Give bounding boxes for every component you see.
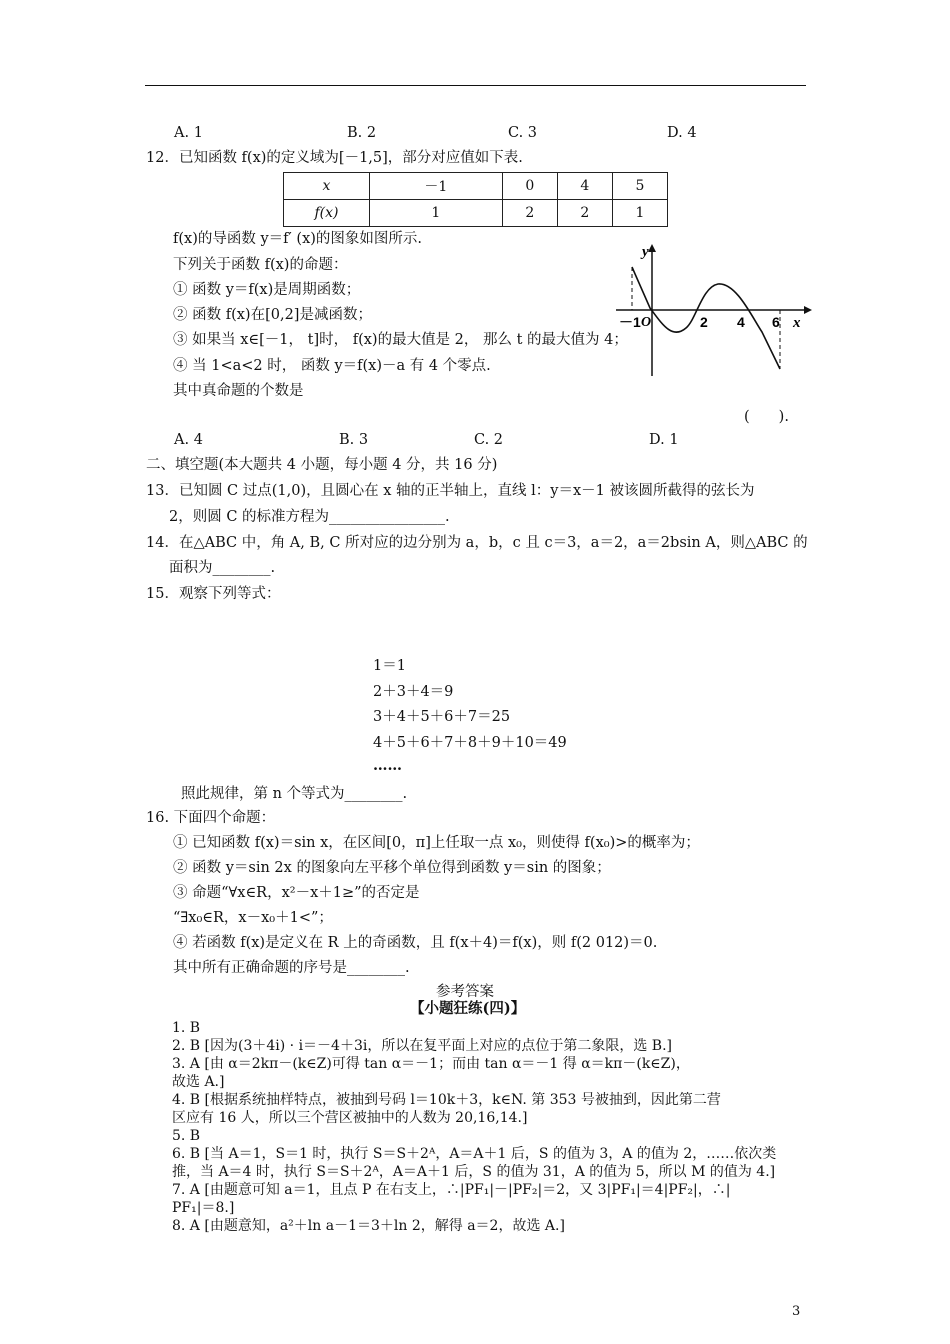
origin-label: O [641, 315, 652, 330]
answer-line: 4. B [根据系统抽样特点，被抽到号码 l＝10k＋3，k∈N. 第 353 号被抽到，因此第二营 [172, 1092, 721, 1108]
answer-line: 8. A [由题意知，a²＋ln a－1＝3＋ln 2，解得 a＝2，故选 A.] [172, 1218, 565, 1234]
table-cell: 1 [370, 200, 503, 227]
answer-line: 2. B [因为(3＋4i) · i＝－4＋3i，所以在复平面上对应的点位于第二象限，选 B.] [172, 1038, 672, 1054]
q15-equation-3: 3＋4＋5＋6＋7＝25 [373, 709, 511, 725]
q11-option-b: B. 2 [347, 125, 377, 141]
table-row [284, 200, 668, 227]
x-axis-arrow [804, 306, 812, 314]
answer-line: PF₁|＝8.] [172, 1200, 235, 1216]
y-axis-arrow [648, 244, 656, 252]
q15-ask: 照此规律，第 n 个等式为________. [181, 786, 408, 802]
answers-title: 参考答案 [436, 984, 494, 1000]
table-cell: －1 [370, 173, 503, 200]
q11-option-c: C. 3 [508, 125, 538, 141]
q12-option-c: C. 2 [474, 432, 504, 448]
tick-label-neg1: －1 [619, 314, 641, 330]
q15-equation-4: 4＋5＋6＋7＋8＋9＋10＝49 [373, 735, 567, 751]
y-axis-label: y [642, 244, 649, 260]
table-cell: 0 [502, 173, 557, 200]
q15-equation-1: 1＝1 [373, 658, 406, 674]
q12-option-a: A. 4 [174, 432, 203, 448]
derivative-graph [612, 242, 812, 381]
q13-line-2: 2，则圆 C 的标准方程为________________. [169, 509, 450, 525]
table-cell: 2 [557, 200, 612, 227]
q14-line-1: 14．在△ABC 中，角 A, B, C 所对应的边分别为 a，b，c 且 c＝3，a＝2，a＝2bsin A，则△ABC 的 [146, 535, 808, 551]
q16-item-1: ① 已知函数 f(x)＝sin x，在区间[0，π]上任取一点 x₀，则使得 f(x₀)>的概率为； [173, 835, 700, 851]
q16-stem: 16. 下面四个命题： [146, 810, 276, 826]
q12-option-d: D. 1 [649, 432, 679, 448]
q12-prop-3: ③ 如果当 x∈[－1， t]时， f(x)的最大值是 2， 那么 t 的最大值为 4； [173, 332, 628, 348]
table-cell: f(x) [284, 200, 370, 227]
q16-item-3: ③ 命题“∀x∈R，x²－x＋1≥”的否定是 [173, 885, 420, 901]
table-cell: x [284, 173, 370, 200]
q15-equation-2: 2＋3＋4＝9 [373, 684, 454, 700]
table-cell: 5 [612, 173, 667, 200]
q11-option-a: A. 1 [174, 125, 203, 141]
header-rule [145, 85, 806, 86]
q14-line-2: 面积为________. [169, 560, 276, 576]
tick-label-6: 6 [772, 314, 780, 330]
q12-stem: 12．已知函数 f(x)的定义域为[－1,5]，部分对应值如下表. [146, 150, 523, 166]
tick-label-2: 2 [700, 314, 708, 330]
answer-line: 1. B [172, 1020, 201, 1036]
q15-stem: 15．观察下列等式： [146, 586, 281, 602]
table-row [284, 173, 668, 200]
section-2-heading: 二、填空题(本大题共 4 小题，每小题 4 分，共 16 分) [146, 457, 498, 473]
answer-line: 3. A [由 α＝2kπ－(k∈Z)可得 tan α＝－1；而由 tan α＝－1 得 α＝kπ－(k∈Z)， [172, 1056, 690, 1072]
q12-description: f(x)的导函数 y＝f′ (x)的图象如图所示. [173, 231, 423, 247]
x-axis-label: x [793, 315, 801, 331]
table-cell: 2 [502, 200, 557, 227]
table-cell: 1 [612, 200, 667, 227]
q16-ask: 其中所有正确命题的序号是________. [173, 960, 410, 976]
q13-line-1: 13．已知圆 C 过点(1,0)，且圆心在 x 轴的正半轴上，直线 l：y＝x－1 被该圆所截得的弦长为 [146, 483, 755, 499]
tick-label-4: 4 [737, 314, 745, 330]
answer-line: 推，当 A＝4 时，执行 S＝S＋2ᴬ，A＝A＋1 后，S 的值为 31，A 的值为 5，所以 M 的值为 4.] [172, 1164, 776, 1180]
answer-line: 区应有 16 人，所以三个营区被抽中的人数为 20,16,14.] [172, 1110, 528, 1126]
derivative-graph-svg [612, 242, 812, 377]
answer-line: 6. B [当 A＝1，S＝1 时，执行 S＝S＋2ᴬ，A＝A＋1 后，S 的值为 3，A 的值为 2，……依次类 [172, 1146, 777, 1162]
q15-ellipsis: …… [373, 757, 402, 774]
q12-option-b: B. 3 [339, 432, 369, 448]
q16-item-3-cont: “∃x₀∈R，x－x₀＋1<”； [173, 910, 333, 926]
q12-prop-1: ① 函数 y＝f(x)是周期函数； [173, 282, 361, 298]
q12-answer-blank: ( ). [744, 409, 789, 425]
page-number: 3 [792, 1304, 801, 1319]
table-cell: 4 [557, 173, 612, 200]
answer-line: 7. A [由题意可知 a＝1，且点 P 在右支上，∴|PF₁|－|PF₂|＝2，又 3|PF₁|＝4|PF₂|，∴| [172, 1182, 731, 1198]
q12-prop-2: ② 函数 f(x)在[0,2]是减函数； [173, 307, 372, 323]
answer-line: 故选 A.] [172, 1074, 225, 1090]
q16-item-4: ④ 若函数 f(x)是定义在 R 上的奇函数，且 f(x＋4)＝f(x)，则 f(2 012)＝0. [173, 935, 658, 951]
answer-line: 5. B [172, 1128, 201, 1144]
q11-option-d: D. 4 [667, 125, 697, 141]
q12-intro: 下列关于函数 f(x)的命题： [173, 257, 348, 273]
q12-ask: 其中真命题的个数是 [173, 383, 304, 399]
q16-item-2: ② 函数 y＝sin 2x 的图象向左平移个单位得到函数 y＝sin 的图象； [173, 860, 611, 876]
q12-prop-4: ④ 当 1<a<2 时， 函数 y＝f(x)－a 有 4 个零点. [173, 358, 491, 374]
q12-value-table [283, 172, 668, 227]
answers-subtitle: 【小题狂练(四)】 [410, 1000, 526, 1017]
